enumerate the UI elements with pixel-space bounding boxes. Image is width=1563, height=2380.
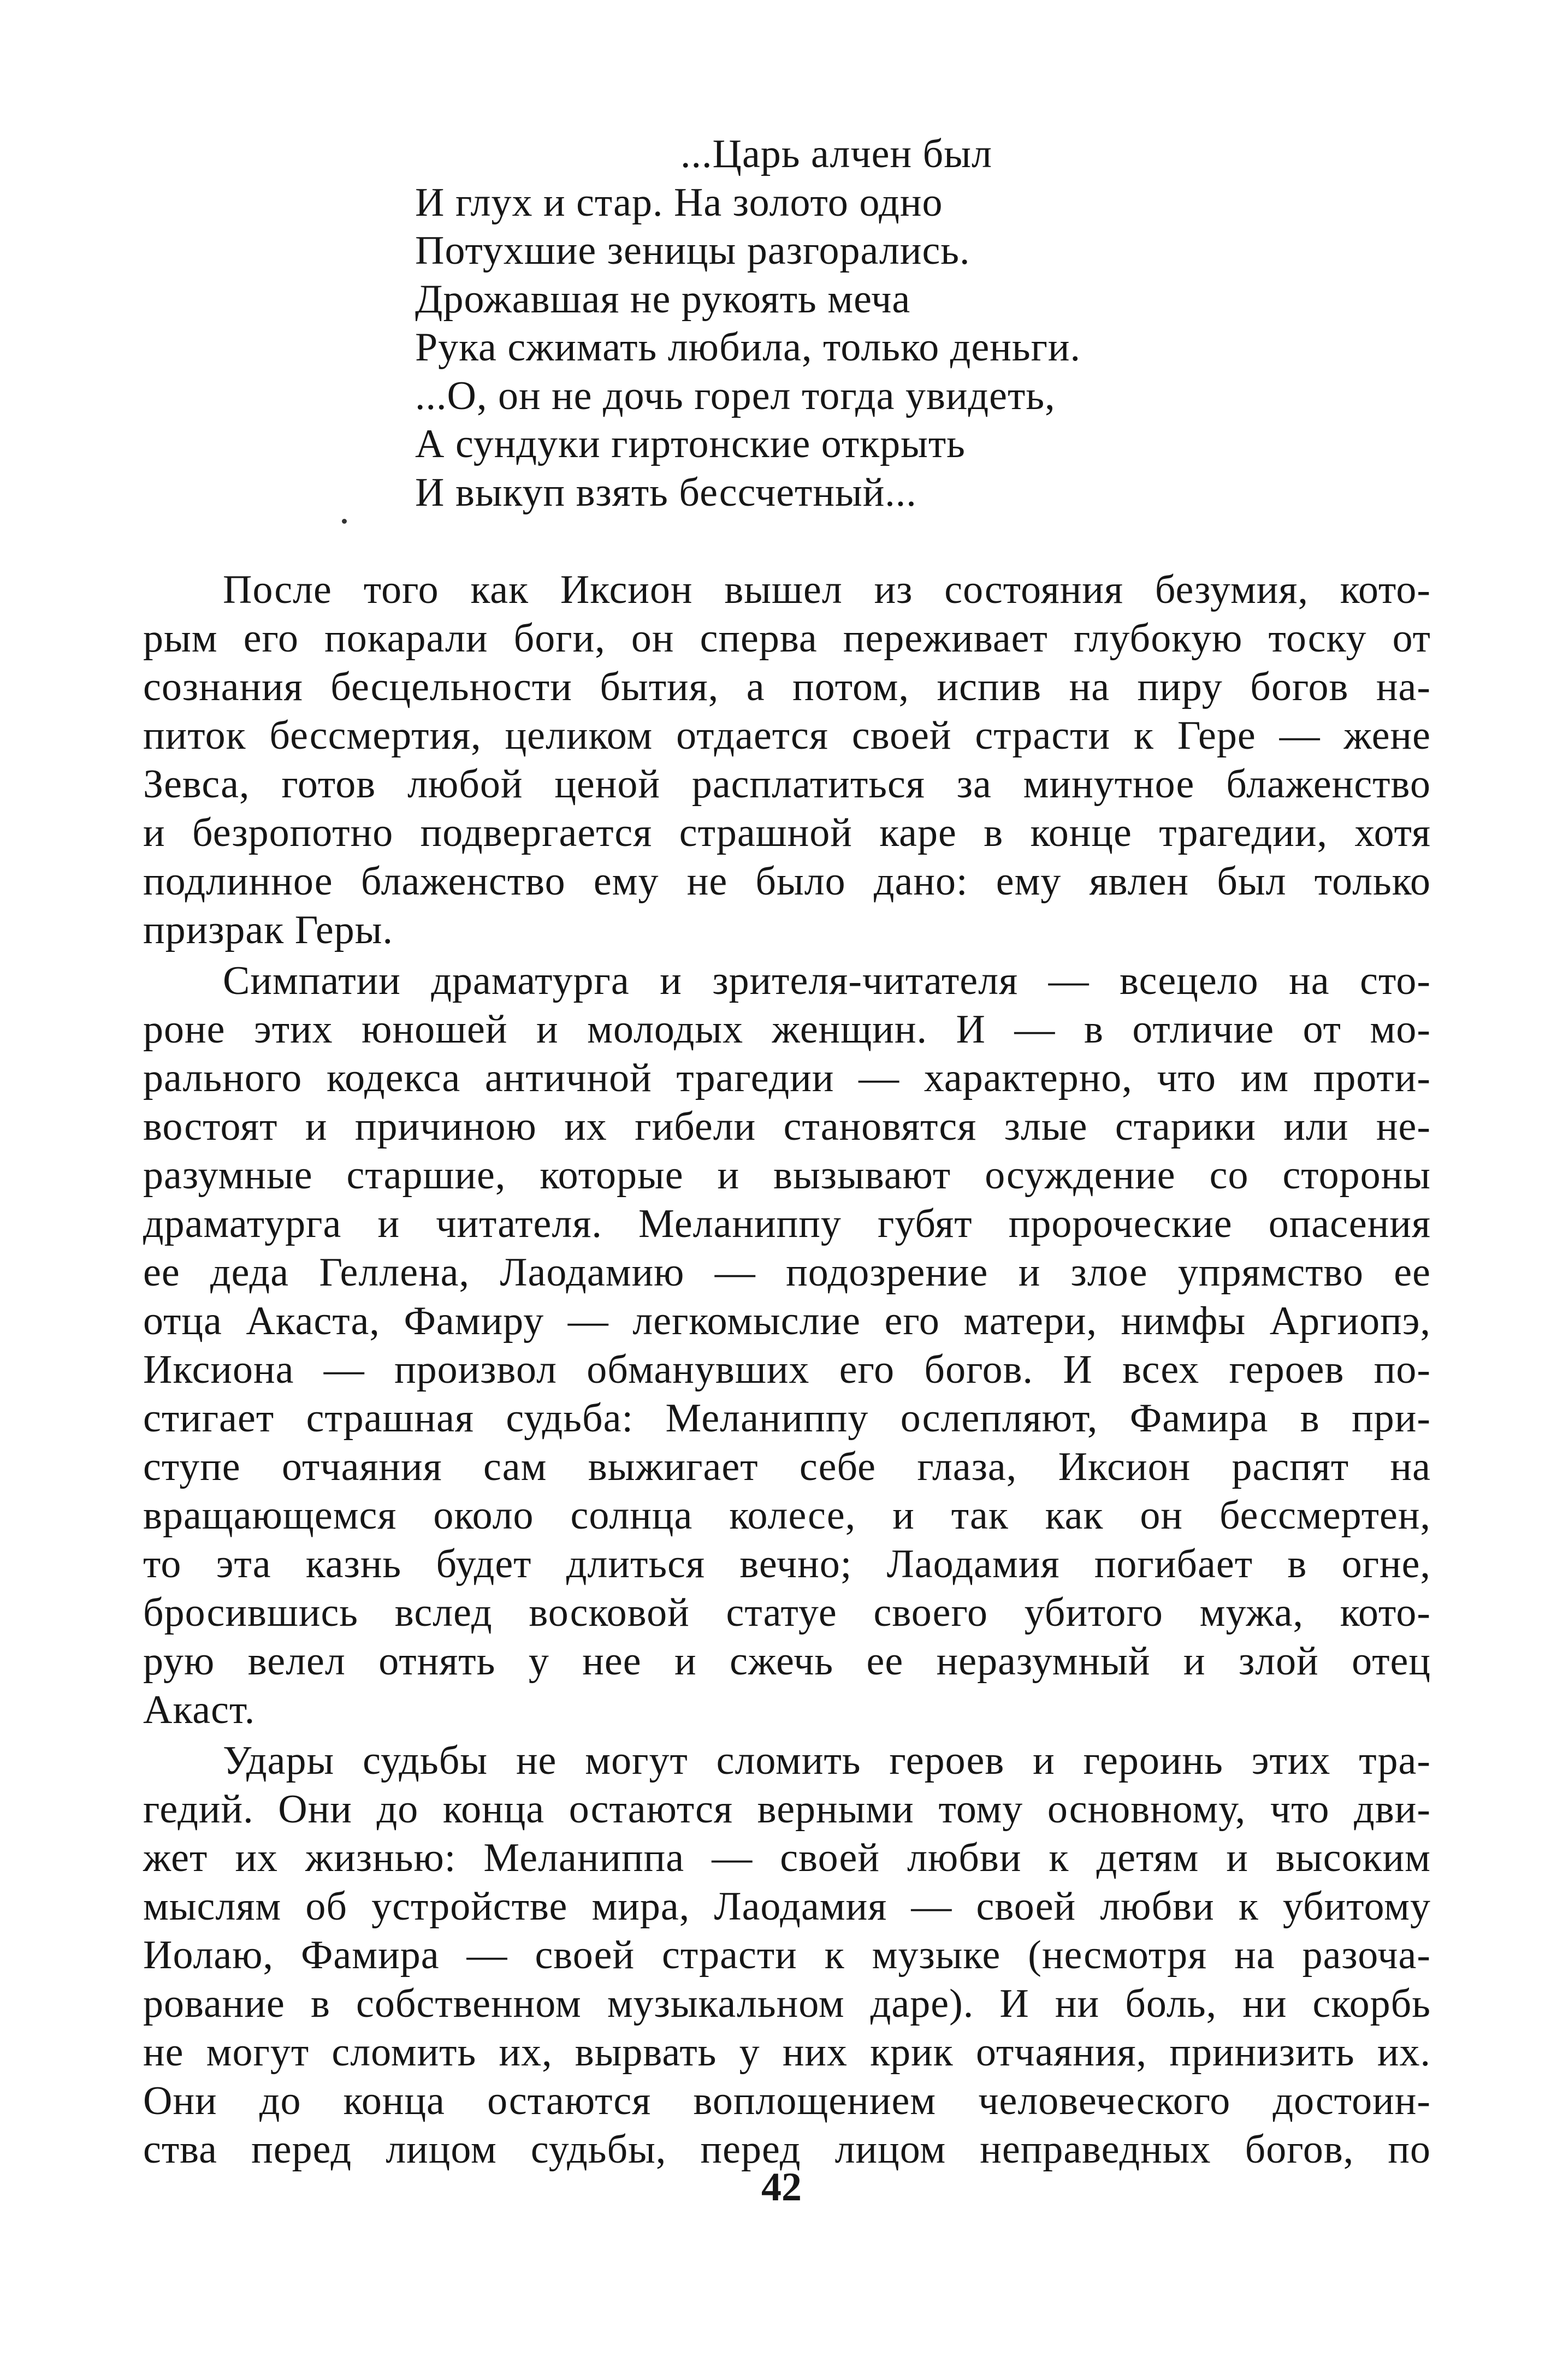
text-line: Иксиона — произвол обманувших его богов. И всех героев по-	[143, 1347, 1431, 1392]
text-line: рального кодекса античной трагедии — характерно, что им проти-	[143, 1056, 1431, 1100]
verse-line: ...Царь алчен был	[680, 132, 992, 176]
text-line: Зевса, готов любой ценой расплатиться за минутное блаженство	[143, 762, 1431, 807]
paragraph-sympathies	[143, 957, 1431, 1734]
text-line: подлинное блаженство ему не было дано: ему явлен был только	[143, 859, 1431, 904]
text-line: стигает страшная судьба: Меланиппу ослепляют, Фамира в при-	[143, 1396, 1431, 1441]
text-line: то эта казнь будет длиться вечно; Лаодамия погибает в огне,	[143, 1542, 1431, 1586]
text-line: рым его покарали боги, он сперва переживает глубокую тоску от	[143, 616, 1431, 661]
verse-line: ...О, он не дочь горел тогда увидеть,	[415, 373, 1056, 418]
text-line: отца Акаста, Фамиру — легкомыслие его матери, нимфы Аргиопэ,	[143, 1299, 1431, 1343]
paragraph-ixion	[143, 566, 1431, 955]
verse-line: Дрожавшая не рукоять меча	[415, 276, 911, 322]
text-line: рую велел отнять у нее и сжечь ее неразумный и злой отец	[143, 1639, 1431, 1684]
text-line: драматурга и читателя. Меланиппу губят пророческие опасения	[143, 1201, 1431, 1246]
verse-quotation	[415, 130, 1234, 517]
verse-line: И выкуп взять бессчетный...	[415, 470, 917, 515]
text-line: роне этих юношей и молодых женщин. И — в отличие от мо-	[143, 1007, 1431, 1052]
text-line: разумные старшие, которые и вызывают осуждение со стороны	[143, 1153, 1431, 1198]
text-line: ства перед лицом судьбы, перед лицом неправедных богов, по	[143, 2127, 1431, 2172]
body-text	[143, 566, 1431, 2176]
verse-line: А сундуки гиртонские открыть	[415, 422, 966, 466]
text-line: и безропотно подвергается страшной каре в конце трагедии, хотя	[143, 810, 1431, 855]
paragraph-blows-of-fate	[143, 1737, 1431, 2174]
text-line: вращающемся около солнца колесе, и так как он бессмертен,	[143, 1493, 1431, 1538]
text-line: питок бессмертия, целиком отдается своей страсти к Гере — жене	[143, 713, 1431, 758]
page-number: 42	[761, 2165, 802, 2210]
verse-line: Рука сжимать любила, только деньги.	[415, 325, 1081, 370]
text-line: ступе отчаяния сам выжигает себе глаза, Иксион распят на	[143, 1444, 1431, 1489]
text-line: не могут сломить их, вырвать у них крик отчаяния, принизить их.	[143, 2030, 1431, 2075]
text-line: Они до конца остаются воплощением человеческого достоин-	[143, 2079, 1431, 2123]
text-line: ее деда Геллена, Лаодамию — подозрение и злое упрямство ее	[143, 1250, 1431, 1295]
text-line: жет их жизнью: Меланиппа — своей любви к детям и высоким	[143, 1836, 1431, 1880]
text-line: После того как Иксион вышел из состояния безумия, кото-	[223, 567, 1431, 612]
text-line: востоят и причиною их гибели становятся злые старики или не-	[143, 1104, 1431, 1149]
text-line: Акаст.	[143, 1688, 256, 1732]
print-speck	[342, 519, 347, 524]
text-line: Симпатии драматурга и зрителя-читателя — всецело на сто-	[223, 958, 1431, 1003]
verse-line: И глух и стар. На золото одно	[415, 180, 943, 225]
text-line: мыслям об устройстве мира, Лаодамия — своей любви к убитому	[143, 1884, 1431, 1929]
text-line: бросившись вслед восковой статуе своего убитого мужа, кото-	[143, 1590, 1431, 1635]
text-line: рование в собственном музыкальном даре). И ни боль, ни скорбь	[143, 1981, 1431, 2026]
text-line: сознания бесцельности бытия, а потом, испив на пиру богов на-	[143, 665, 1431, 709]
text-line: гедий. Они до конца остаются верными тому основному, что дви-	[143, 1787, 1431, 1832]
text-line: призрак Геры.	[143, 908, 393, 952]
text-line: Иолаю, Фамира — своей страсти к музыке (несмотря на разоча-	[143, 1933, 1431, 1978]
verse-line: Потухшие зеницы разгорались.	[415, 228, 970, 273]
text-line: Удары судьбы не могут сломить героев и героинь этих тра-	[223, 1738, 1431, 1783]
